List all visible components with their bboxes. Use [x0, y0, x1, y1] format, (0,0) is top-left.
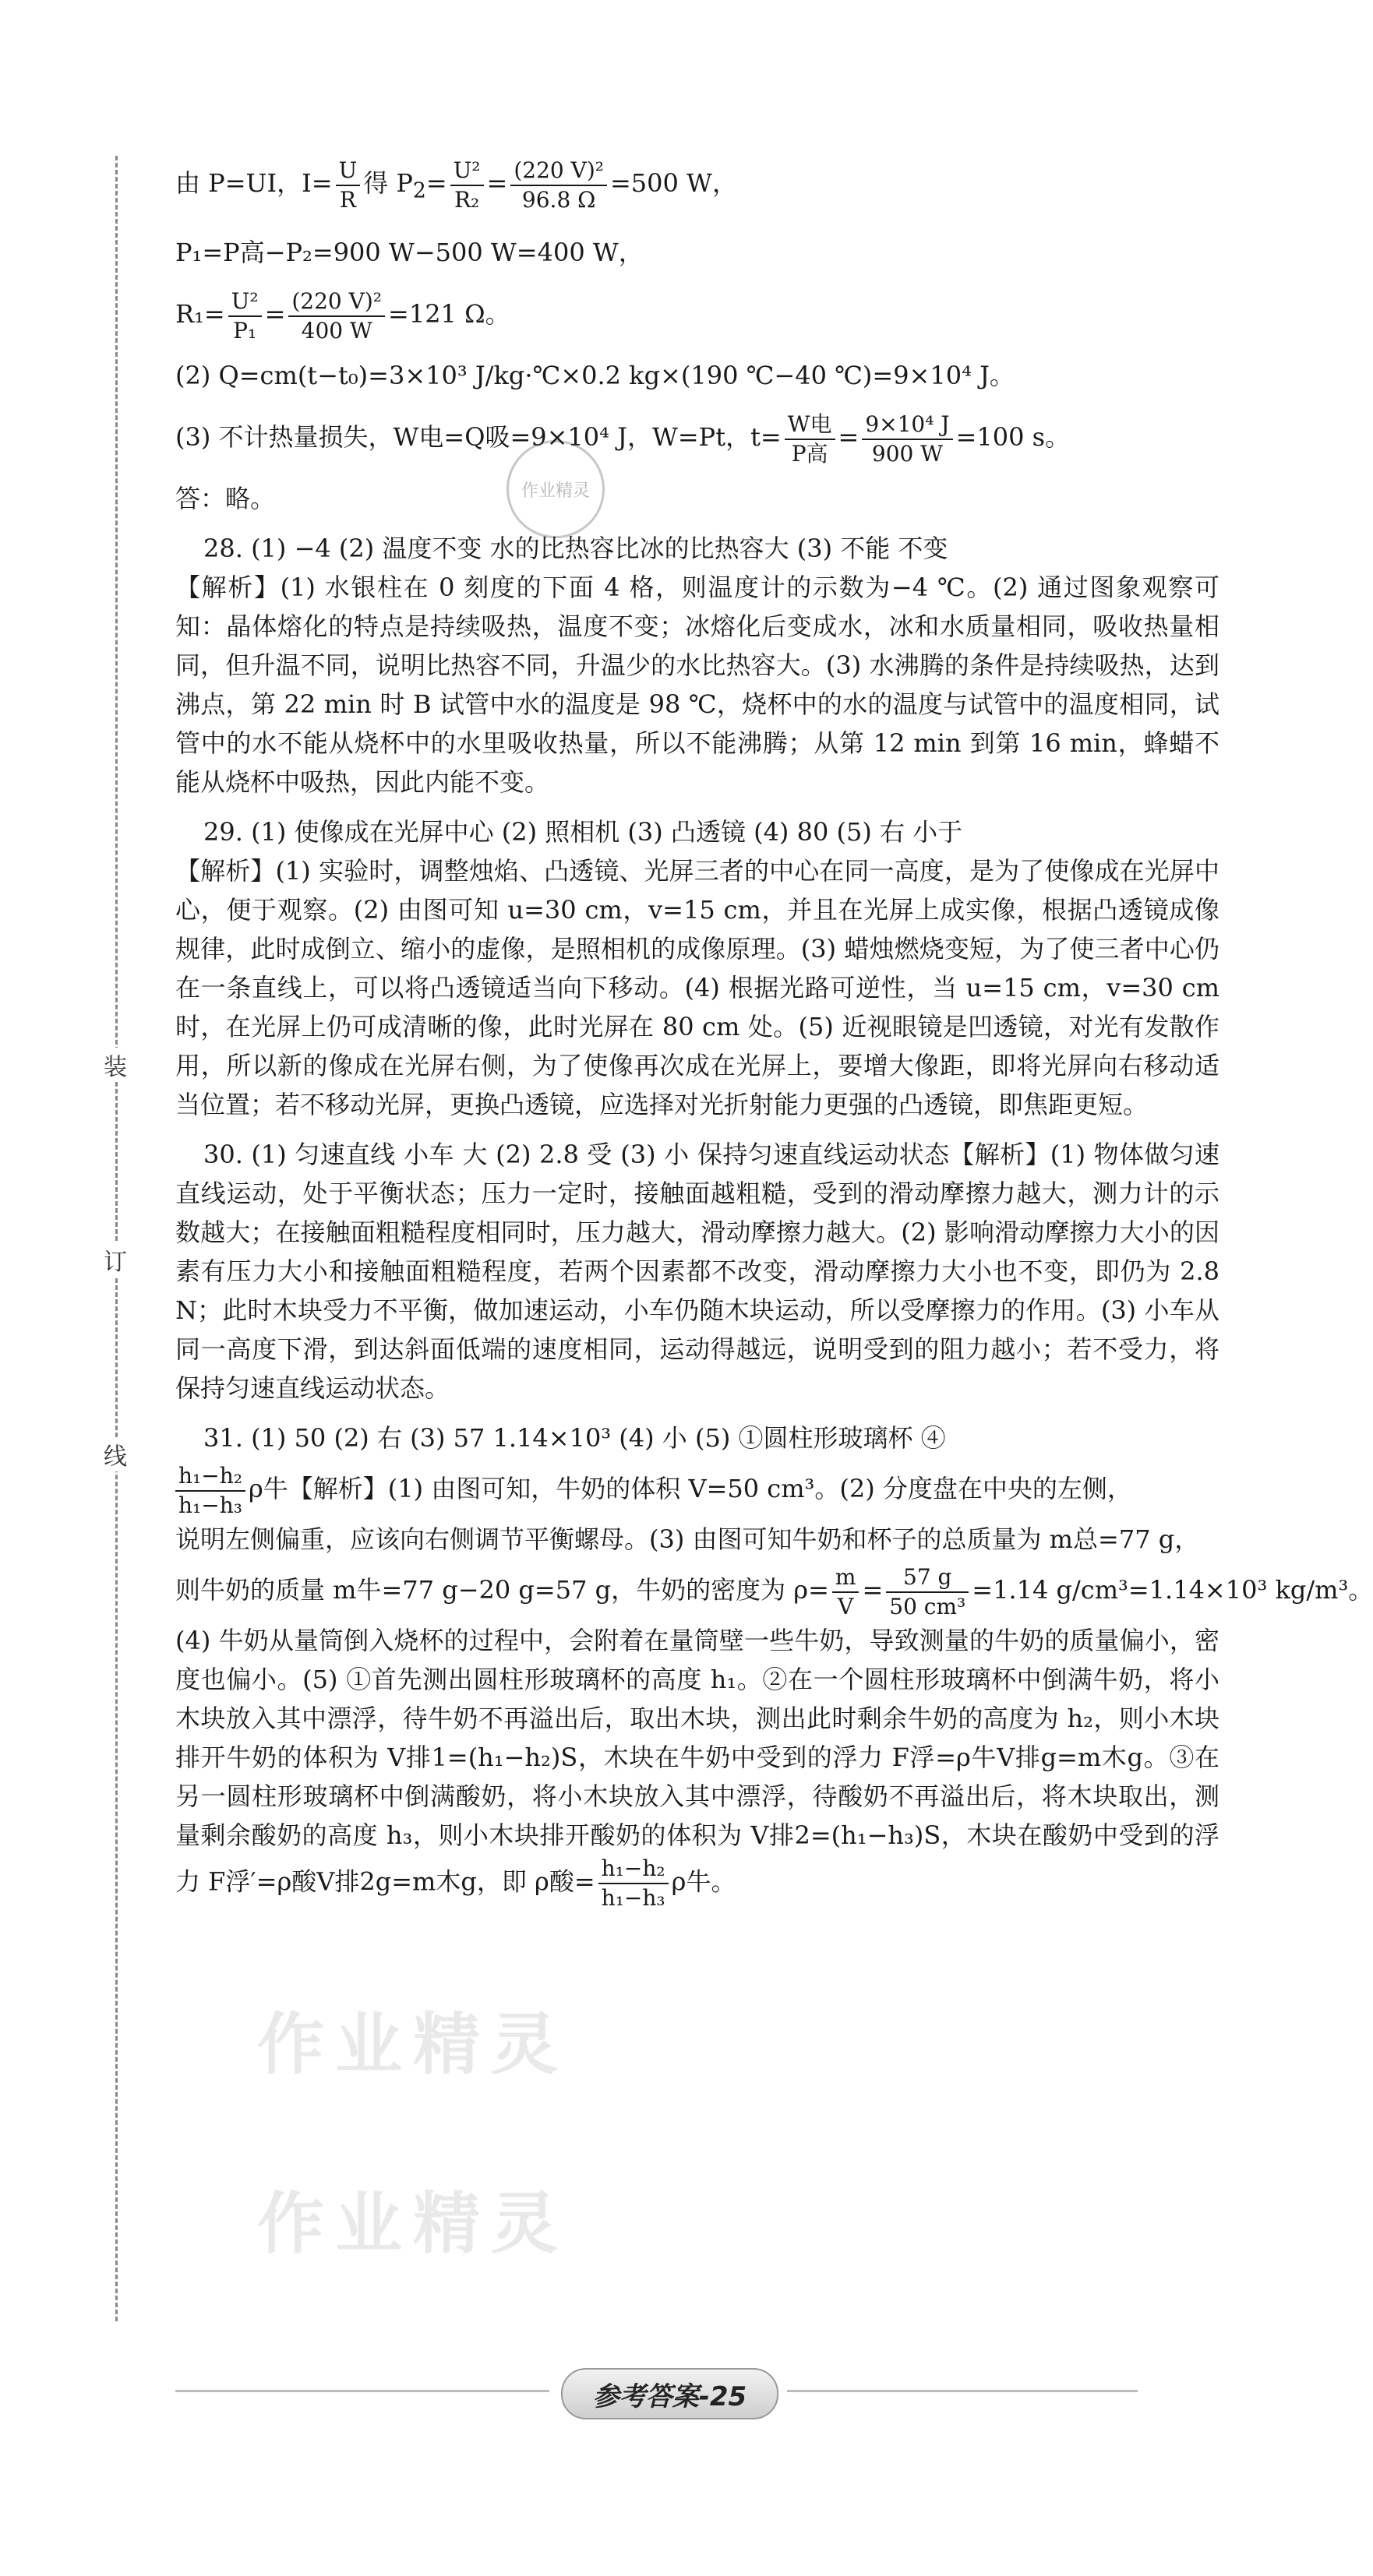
fraction-voltage-over-resistance [510, 157, 607, 214]
answer-content [175, 152, 1373, 1912]
answer-brief: 答：略。 [175, 484, 276, 514]
q31-line4 [175, 1559, 1373, 1621]
text: (3) 不计热量损失，W电=Q吸=9×10⁴ J，W=Pt，t= [175, 422, 782, 453]
calc-line-p1: P₁=P高−P₂=900 W−500 W=400 W， [175, 238, 644, 268]
calc-line-time [175, 406, 1219, 468]
text: 则牛奶的质量 m牛=77 g−20 g=57 g，牛奶的密度为 ρ= [175, 1575, 829, 1605]
text: (4) 牛奶从量筒倒入烧杯的过程中，会附着在量筒壁一些牛奶，导致测量的牛奶的质量偏小，密度也偏小。(5) ①首先测出圆柱形玻璃杯的高度 h₁。②在一个圆柱形玻璃杯中倒满牛奶，将小木块放入其中漂浮，待牛奶不再溢出后，取出木块，测出此时剩余牛奶的高度为 h₂，则小木块排开牛奶的体积为 V排1=(h₁−h₂)S，木块在牛奶中受到的浮力 F浮=ρ牛V排g=m木g。③在另一圆柱形玻璃杯中倒满酸奶，将小木块放入其中漂浮，待酸奶不再溢出后，将木块取出，测量剩余酸奶的高度 h₃，则小木块排开酸奶的体积为 V排2=(h₁−h₃)S，木块在酸奶中受到的浮力 F浮′=ρ酸V排2g=m木g，即 ρ酸= [175, 1626, 1219, 1897]
denominator: R₂ [454, 186, 480, 213]
q28-answer: 28. (1) −4 (2) 温度不变 水的比热容比冰的比热容大 (3) 不能 不变 [203, 534, 948, 564]
fraction-w-over-p [785, 411, 835, 468]
denominator: 400 W [301, 317, 372, 344]
text: = [486, 168, 508, 198]
numerator: W电 [785, 411, 835, 440]
text: 由 P=UI，I= [175, 168, 333, 198]
numerator: h₁−h₂ [598, 1855, 669, 1884]
binding-dashed-line [115, 156, 118, 2321]
q30-text: 30. (1) 匀速直线 小车 大 (2) 2.8 受 (3) 小 保持匀速直线运动状态【解析】(1) 物体做匀速直线运动，处于平衡状态；压力一定时，接触面越粗糙，受到的滑动摩擦力越大，测力计的示数越大；在接触面粗糙程度相同时，压力越大，滑动摩擦力越大。(2) 影响滑动摩擦力大小的因素有压力大小和接触面粗糙程度，若两个因素都不改变，滑动摩擦力大小也不变，即仍为 2.8 N；此时木块受力不平衡，做加速运动，小车仍随木块运动，所以受摩擦力的作用。(3) 小车从同一高度下滑，到达斜面低端的速度相同，运动得越远，说明受到的阻力越小；若不受力，将保持匀速直线运动状态。 [175, 1140, 1219, 1404]
calc-line-heat: (2) Q=cm(t−t₀)=3×10³ J/kg·℃×0.2 kg×(190 ℃−40 ℃)=9×10⁴ J。 [175, 361, 1015, 391]
q31-line3: 说明左侧偏重，应该向右侧调节平衡螺母。(3) 由图可知牛奶和杯子的总质量为 m总=77 g， [175, 1524, 1200, 1555]
footer-page-badge: 参考答案-25 [561, 2368, 778, 2419]
numerator: U² [228, 287, 262, 317]
numerator: U² [450, 157, 484, 186]
watermark-1: 作业精灵 [257, 2006, 569, 2084]
text: ρ牛。 [671, 1866, 736, 1897]
fraction-u2-over-p1 [228, 287, 262, 345]
footer-rule-left [175, 2390, 549, 2392]
calc-line-p2: 由 P=UI，I= $\frac{U}{R}$ 得 $P_2=$ $\frac{\text{U²}}{\text{R₂}}$ = $\frac{\text{(220 V)²}}{96.8 \Omega}$ =500 W， [175, 157, 737, 213]
calc-line-r1 [175, 283, 1219, 345]
text: =100 s。 [955, 422, 1071, 453]
fraction-u2-over-r2 [450, 157, 484, 214]
denominator: h₁−h₃ [601, 1885, 665, 1912]
denominator: P高 [791, 440, 828, 467]
fraction-h-ratio [175, 1462, 245, 1520]
footer-rule-right [787, 2390, 1138, 2392]
text: = [264, 299, 286, 329]
fraction-energy-over-power [862, 411, 952, 468]
numerator: U [336, 157, 361, 186]
stamp-seal: 作业精灵 [506, 440, 605, 538]
fraction-mass-over-volume [886, 1563, 969, 1621]
numerator: 57 g [886, 1563, 969, 1593]
denominator: R [339, 186, 356, 213]
fraction-u-over-r [336, 157, 361, 214]
numerator: h₁−h₂ [175, 1462, 245, 1492]
text: ρ牛【解析】(1) 由图可知，牛奶的体积 V=50 cm³。(2) 分度盘在中央的左侧， [248, 1474, 1132, 1504]
numerator: (220 V)² [510, 157, 607, 186]
q31-line2 [175, 1457, 1219, 1520]
fraction-h-ratio-final [598, 1855, 669, 1912]
text: = [862, 1575, 884, 1605]
binding-label-xian: 线 [92, 1437, 139, 1471]
q28-analysis: 【解析】(1) 水银柱在 0 刻度的下面 4 格，则温度计的示数为−4 ℃。(2) 通过图象观察可知：晶体熔化的特点是持续吸热，温度不变；冰熔化后变成水，冰和水质量相同，吸收热量相同，但升温不同，说明比热容不同，升温少的水比热容大。(3) 水沸腾的条件是持续吸热，达到沸点，第 22 min 时 B 试管中水的温度是 98 ℃，烧杯中的水的温度与试管中的温度相同，试管中的水不能从烧杯中的水里吸收热量，所以不能沸腾；从第 12 min 到第 16 min，蜂蜡不能从烧杯中吸热，因此内能不变。 [175, 573, 1219, 798]
denominator: 900 W [871, 440, 944, 467]
text: =121 Ω。 [388, 299, 510, 329]
binding-label-ding: 订 [92, 1242, 139, 1277]
denominator: h₁−h₃ [178, 1492, 242, 1518]
numerator: (220 V)² [288, 287, 385, 317]
q31-analysis [175, 1621, 1219, 1912]
text: 得 P [363, 168, 413, 198]
text: R₁= [175, 299, 225, 329]
denominator: 50 cm³ [889, 1593, 966, 1619]
fraction-m-over-v [832, 1563, 859, 1621]
fraction-voltage-over-power [288, 287, 385, 345]
q31-answer: 31. (1) 50 (2) 右 (3) 57 1.14×10³ (4) 小 (5) ①圆柱形玻璃杯 ④ [203, 1423, 946, 1454]
text: =1.14 g/cm³=1.14×10³ kg/m³。 [972, 1575, 1373, 1605]
q29-analysis: 【解析】(1) 实验时，调整烛焰、凸透镜、光屏三者的中心在同一高度，是为了使像成在光屏中心，便于观察。(2) 由图可知 u=30 cm，v=15 cm，并且在光屏上成实像，根据凸透镜成像规律，此时成倒立、缩小的虚像，是照相机的成像原理。(3) 蜡烛燃烧变短，为了使三者中心仍在一条直线上，可以将凸透镜适当向下移动。(4) 根据光路可逆性，当 u=15 cm，v=30 cm 时，在光屏上仍可成清晰的像，此时光屏在 80 cm 处。(5) 近视眼镜是凹透镜，对光有发散作用，所以新的像成在光屏右侧，为了使像再次成在光屏上，要增大像距，即将光屏向右移动适当位置；若不移动光屏，更换凸透镜，应选择对光折射能力更强的凸透镜，即焦距更短。 [175, 856, 1219, 1120]
denominator: V [838, 1593, 854, 1619]
text: = [425, 168, 447, 198]
numerator: m [832, 1563, 859, 1593]
numerator: 9×10⁴ J [862, 411, 952, 440]
binding-label-zhuang: 装 [92, 1048, 139, 1082]
denominator: P₁ [233, 317, 257, 344]
q29-answer: 29. (1) 使像成在光屏中心 (2) 照相机 (3) 凸透镜 (4) 80 (5) 右 小于 [203, 817, 963, 848]
text: =500 W， [609, 168, 737, 198]
denominator: 96.8 Ω [521, 186, 596, 213]
watermark-2: 作业精灵 [257, 2185, 569, 2263]
text: = [838, 422, 859, 453]
